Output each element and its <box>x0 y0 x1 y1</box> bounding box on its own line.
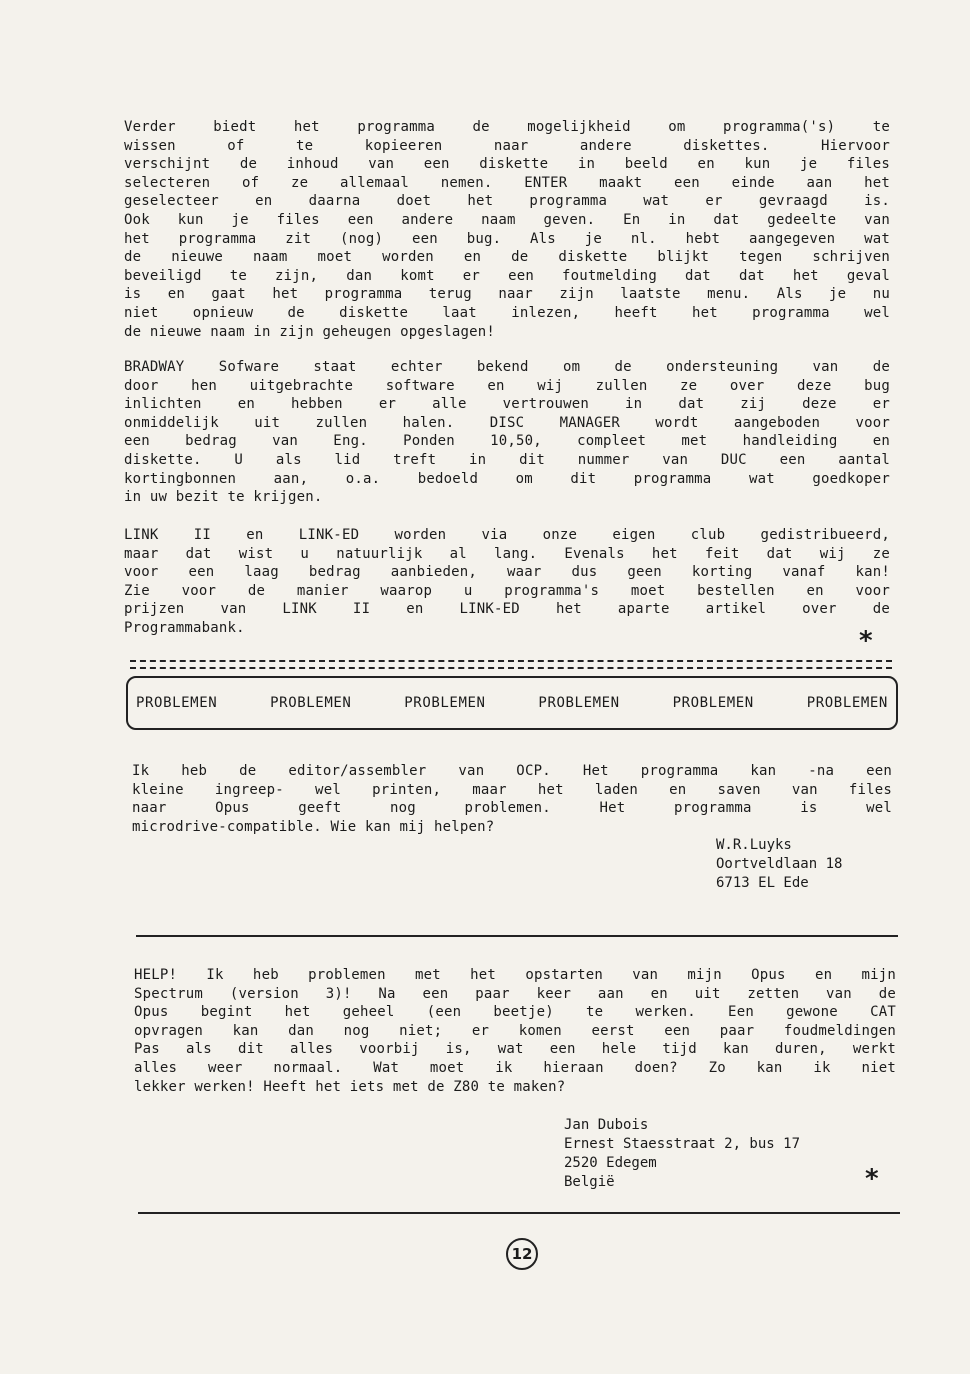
text-line: door hen uitgebrachte software en wij zullen ze over deze bug <box>124 377 890 394</box>
sender-address-2 <box>564 1116 800 1192</box>
address-line: België <box>564 1174 615 1190</box>
text-line: niet opnieuw de diskette laat inlezen, heeft het programma wel <box>124 304 890 321</box>
problem-letter-2 <box>134 966 896 1096</box>
text-line: opvragen kan dan nog niet; er komen eerst een paar foudmeldingen <box>134 1022 896 1039</box>
text-line: kleine ingreep- wel printen, maar het laden en saven van files <box>132 781 892 798</box>
address-line: 2520 Edegem <box>564 1155 657 1171</box>
banner-word: PROBLEMEN <box>270 695 352 711</box>
banner-word: PROBLEMEN <box>806 695 888 711</box>
end-mark: * <box>858 626 874 656</box>
address-line: W.R.Luyks <box>716 837 792 853</box>
end-mark: * <box>864 1164 880 1194</box>
banner-word: PROBLEMEN <box>136 695 218 711</box>
text-line: prijzen van LINK II en LINK-ED het aparte artikel over de <box>124 601 890 618</box>
text-line: alles weer normaal. Wat moet ik hieraan doen? Zo kan ik niet <box>134 1059 896 1076</box>
text-line: inlichten en hebben er alle vertrouwen in dat zij deze er <box>124 396 890 413</box>
text-line: maar dat wist u natuurlijk al lang. Evenals het feit dat wij ze <box>124 545 890 562</box>
text-line: naar Opus geeft nog problemen. Het programma is wel <box>132 800 892 817</box>
text-line: het programma zit (nog) een bug. Als je nl. hebt aangegeven wat <box>124 230 890 247</box>
banner-word: PROBLEMEN <box>672 695 754 711</box>
text-line: de nieuwe naam in zijn geheugen opgeslagen! <box>124 323 496 340</box>
text-line: Opus begint het geheel (een beetje) te werken. Een gewone CAT <box>134 1004 896 1021</box>
text-line: kortingbonnen aan, o.a. bedoeld om dit programma wat goedkoper <box>124 470 890 487</box>
text-line: Spectrum (version 3)! Na een paar keer aan en uit zetten van de <box>134 985 896 1002</box>
address-line: Jan Dubois <box>564 1117 649 1133</box>
page-number: 12 <box>506 1238 538 1270</box>
text-line: onmiddelijk uit zullen halen. DISC MANAGER wordt aangeboden voor <box>124 414 890 431</box>
problem-letter-1 <box>132 762 892 836</box>
section-divider <box>130 660 892 669</box>
text-line: Ik heb de editor/assembler van OCP. Het programma kan -na een <box>132 763 892 779</box>
text-line: Pas als dit alles voorbij is, wat een hele tijd kan duren, werkt <box>134 1041 896 1058</box>
bradway-paragraph <box>124 358 890 507</box>
text-line: BRADWAY Sofware staat echter bekend om de ondersteuning van de <box>124 359 890 375</box>
text-line: voor een laag bedrag aanbieden, waar dus geen korting vanaf kan! <box>124 564 890 581</box>
text-line: selecteren of ze allemaal nemen. ENTER maakt een einde aan het <box>124 174 890 191</box>
text-line: wissen of te kopieeren naar andere diskettes. Hiervoor <box>124 137 890 154</box>
sender-address-1 <box>716 836 842 893</box>
text-line: Programmabank. <box>124 619 245 636</box>
text-line: geselecteer en daarna doet het programma wat er gevraagd is. <box>124 193 890 210</box>
text-line: diskette. U als lid treft in dit nummer van DUC een aantal <box>124 451 890 468</box>
letter-divider <box>136 935 898 937</box>
text-line: een bedrag van Eng. Ponden 10,50, compleet met handleiding en <box>124 433 890 450</box>
address-line: 6713 EL Ede <box>716 875 809 891</box>
text-line: LINK II en LINK-ED worden via onze eigen club gedistribueerd, <box>124 527 890 543</box>
banner-word: PROBLEMEN <box>404 695 486 711</box>
text-line: Verder biedt het programma de mogelijkheid om programma('s) te <box>124 119 890 135</box>
link-paragraph <box>124 526 890 638</box>
footer-divider <box>138 1212 900 1214</box>
address-line: Ernest Staesstraat 2, bus 17 <box>564 1136 801 1152</box>
text-line: lekker werken! Heeft het iets met de Z80 te maken? <box>134 1078 566 1095</box>
text-line: HELP! Ik heb problemen met het opstarten van mijn Opus en mijn <box>134 967 896 983</box>
text-line: Zie voor de manier waarop u programma's moet bestellen en voor <box>124 582 890 599</box>
text-line: in uw bezit te krijgen. <box>124 489 323 506</box>
text-line: microdrive-compatible. Wie kan mij helpen? <box>132 818 495 835</box>
article-continuation <box>124 118 890 341</box>
problemen-banner <box>126 676 898 730</box>
text-line: de nieuwe naam moet worden en de diskette blijkt tegen schrijven <box>124 249 890 266</box>
address-line: Oortveldlaan 18 <box>716 856 843 872</box>
text-line: is en gaat het programma terug naar zijn laatste menu. Als je nu <box>124 286 890 303</box>
text-line: beveiligd te zijn, dan komt er een foutmelding dat dat het geval <box>124 267 890 284</box>
banner-word: PROBLEMEN <box>538 695 620 711</box>
text-line: Ook kun je files een andere naam geven. En in dat gedeelte van <box>124 211 890 228</box>
text-line: verschijnt de inhoud van een diskette in beeld en kun je files <box>124 156 890 173</box>
